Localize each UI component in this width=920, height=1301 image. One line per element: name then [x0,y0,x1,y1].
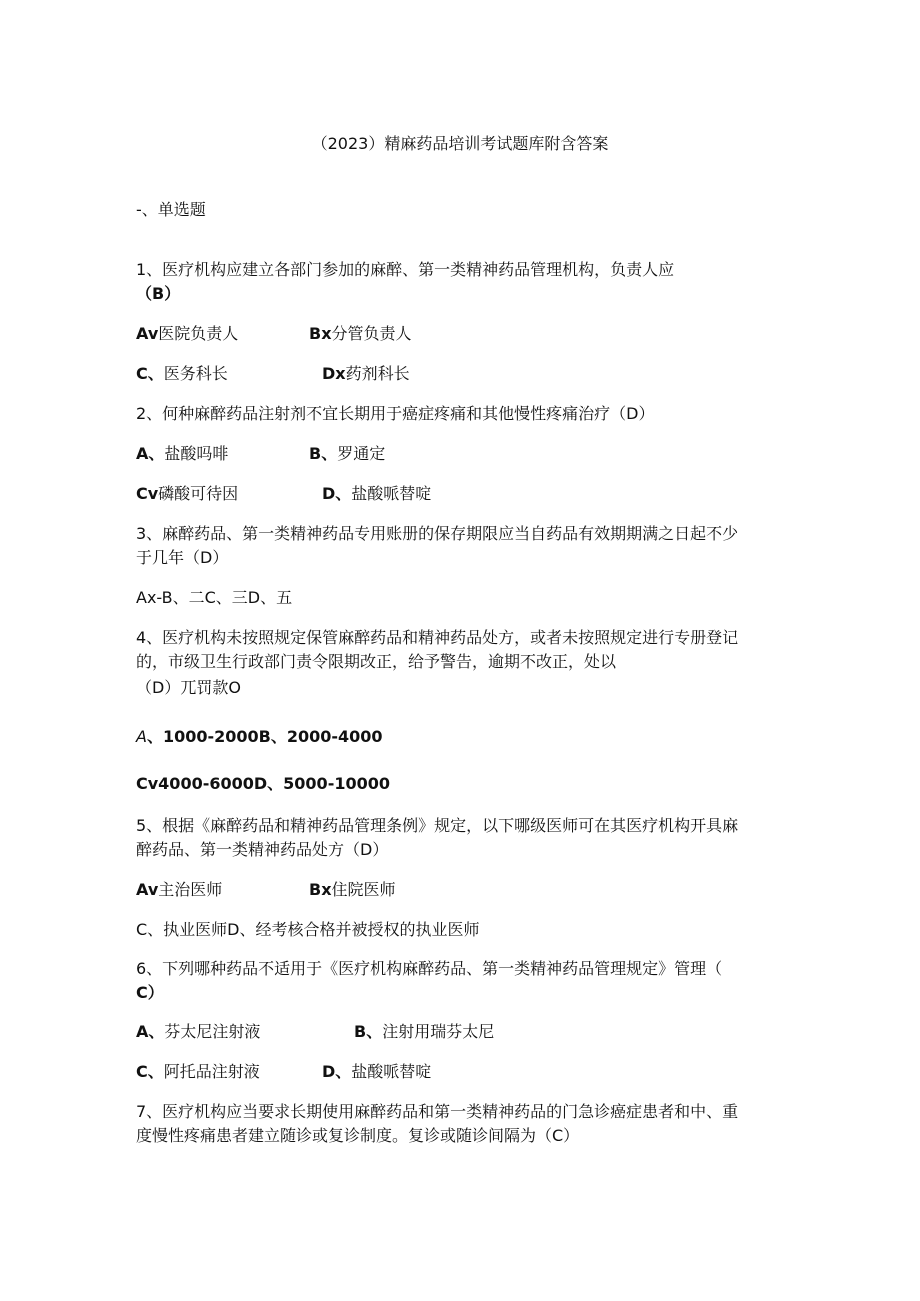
document-title: （2023）精麻药品培训考试题库附含答案 [311,134,609,153]
option-d-label: D、 [322,1062,352,1081]
option-a-label: A、 [136,1022,165,1041]
option-a-label: Av [136,880,159,899]
question-1-answer: （B） [136,284,181,303]
option-b-label: B、 [354,1022,383,1041]
option-a-text: 主治医师 [158,880,223,899]
option-c-label: C、 [136,1062,164,1081]
option-a-text: 医院负责人 [158,324,239,343]
question-7-text: 7、医疗机构应当要求长期使用麻醉药品和第一类精神药品的门急诊癌症患者和中、重 [136,1102,739,1121]
question-2-option-a [136,443,228,465]
option-c-text: 磷酸可待因 [158,484,239,503]
option-c-text: 阿托品注射液 [163,1062,260,1081]
question-1-option-a [136,323,238,345]
question-2-option-c [136,483,238,505]
question-2-option-d [322,483,431,505]
option-b-label: B、 [309,444,338,463]
question-5-option-a [136,879,222,901]
option-a-label: A、 [136,444,165,463]
question-6-option-b [354,1021,494,1043]
option-d-text: 盐酸哌替啶 [351,484,432,503]
option-a-text: 芬太尼注射液 [164,1022,261,1041]
question-2-option-b [309,443,385,465]
option-d-label: D、 [322,484,352,503]
option-a-label: A [136,727,147,746]
option-b-text: 分管负责人 [331,324,412,343]
option-b-label: Bx [309,880,332,899]
question-4-text-cont: 的，市级卫生行政部门责令限期改正，给予警告，逾期不改正，处以 [136,652,617,671]
question-4-options-cd: Cv4000-6000D、5000-10000 [136,774,390,793]
option-b-text: 注射用瑞芬太尼 [382,1022,495,1041]
option-c-label: Cv [136,484,159,503]
option-d-text: 盐酸哌替啶 [351,1062,432,1081]
question-4-text: 4、医疗机构未按照规定保管麻醉药品和精神药品处方，或者未按照规定进行专册登记 [136,628,739,647]
option-a-text: 盐酸吗啡 [164,444,229,463]
question-6-option-c [136,1061,260,1083]
question-6-text: 6、下列哪种药品不适用于《医疗机构麻醉药品、第一类精神药品管理规定》管理（ [136,959,723,978]
question-1-option-b [309,323,412,345]
question-1-option-c [136,363,228,385]
question-4-options-ab [136,726,383,748]
question-3-text: 3、麻醉药品、第一类精神药品专用账册的保存期限应当自药品有效期期满之日起不少 [136,524,739,543]
question-5-option-b [309,879,396,901]
question-1-text: 1、医疗机构应建立各部门参加的麻醉、第一类精神药品管理机构，负责人应 [136,260,675,279]
option-d-label: Dx [322,364,346,383]
question-3-text-cont: 于几年（D） [136,548,229,567]
question-4-text-end: （D）兀罚款O [136,678,241,697]
section-heading: -、单选题 [136,200,206,219]
option-c-label: C、 [136,364,164,383]
question-5-text: 5、根据《麻醉药品和精神药品管理条例》规定，以下哪级医师可在其医疗机构开具麻 [136,816,739,835]
question-5-text-cont: 醉药品、第一类精神药品处方（D） [136,840,389,859]
question-6-option-d [322,1061,431,1083]
question-1-option-d [322,363,410,385]
question-7-text-cont: 度慢性疼痛患者建立随诊或复诊制度。复诊或随诊间隔为（C） [136,1126,580,1145]
option-b-text: 罗通定 [337,444,386,463]
question-3-options: Ax-B、二C、三D、五 [136,588,293,607]
question-6-option-a [136,1021,260,1043]
option-d-text: 药剂科长 [345,364,410,383]
option-b-label: Bx [309,324,332,343]
question-6-answer: C） [136,983,164,1002]
question-5-options-cd: C、执业医师D、经考核合格并被授权的执业医师 [136,920,480,939]
option-a-label: Av [136,324,159,343]
option-c-text: 医务科长 [163,364,228,383]
options-ab-text: 、1000-2000B、2000-4000 [146,727,383,746]
question-2-text: 2、何种麻醉药品注射剂不宜长期用于癌症疼痛和其他慢性疼痛治疗（D） [136,404,655,423]
option-b-text: 住院医师 [331,880,396,899]
